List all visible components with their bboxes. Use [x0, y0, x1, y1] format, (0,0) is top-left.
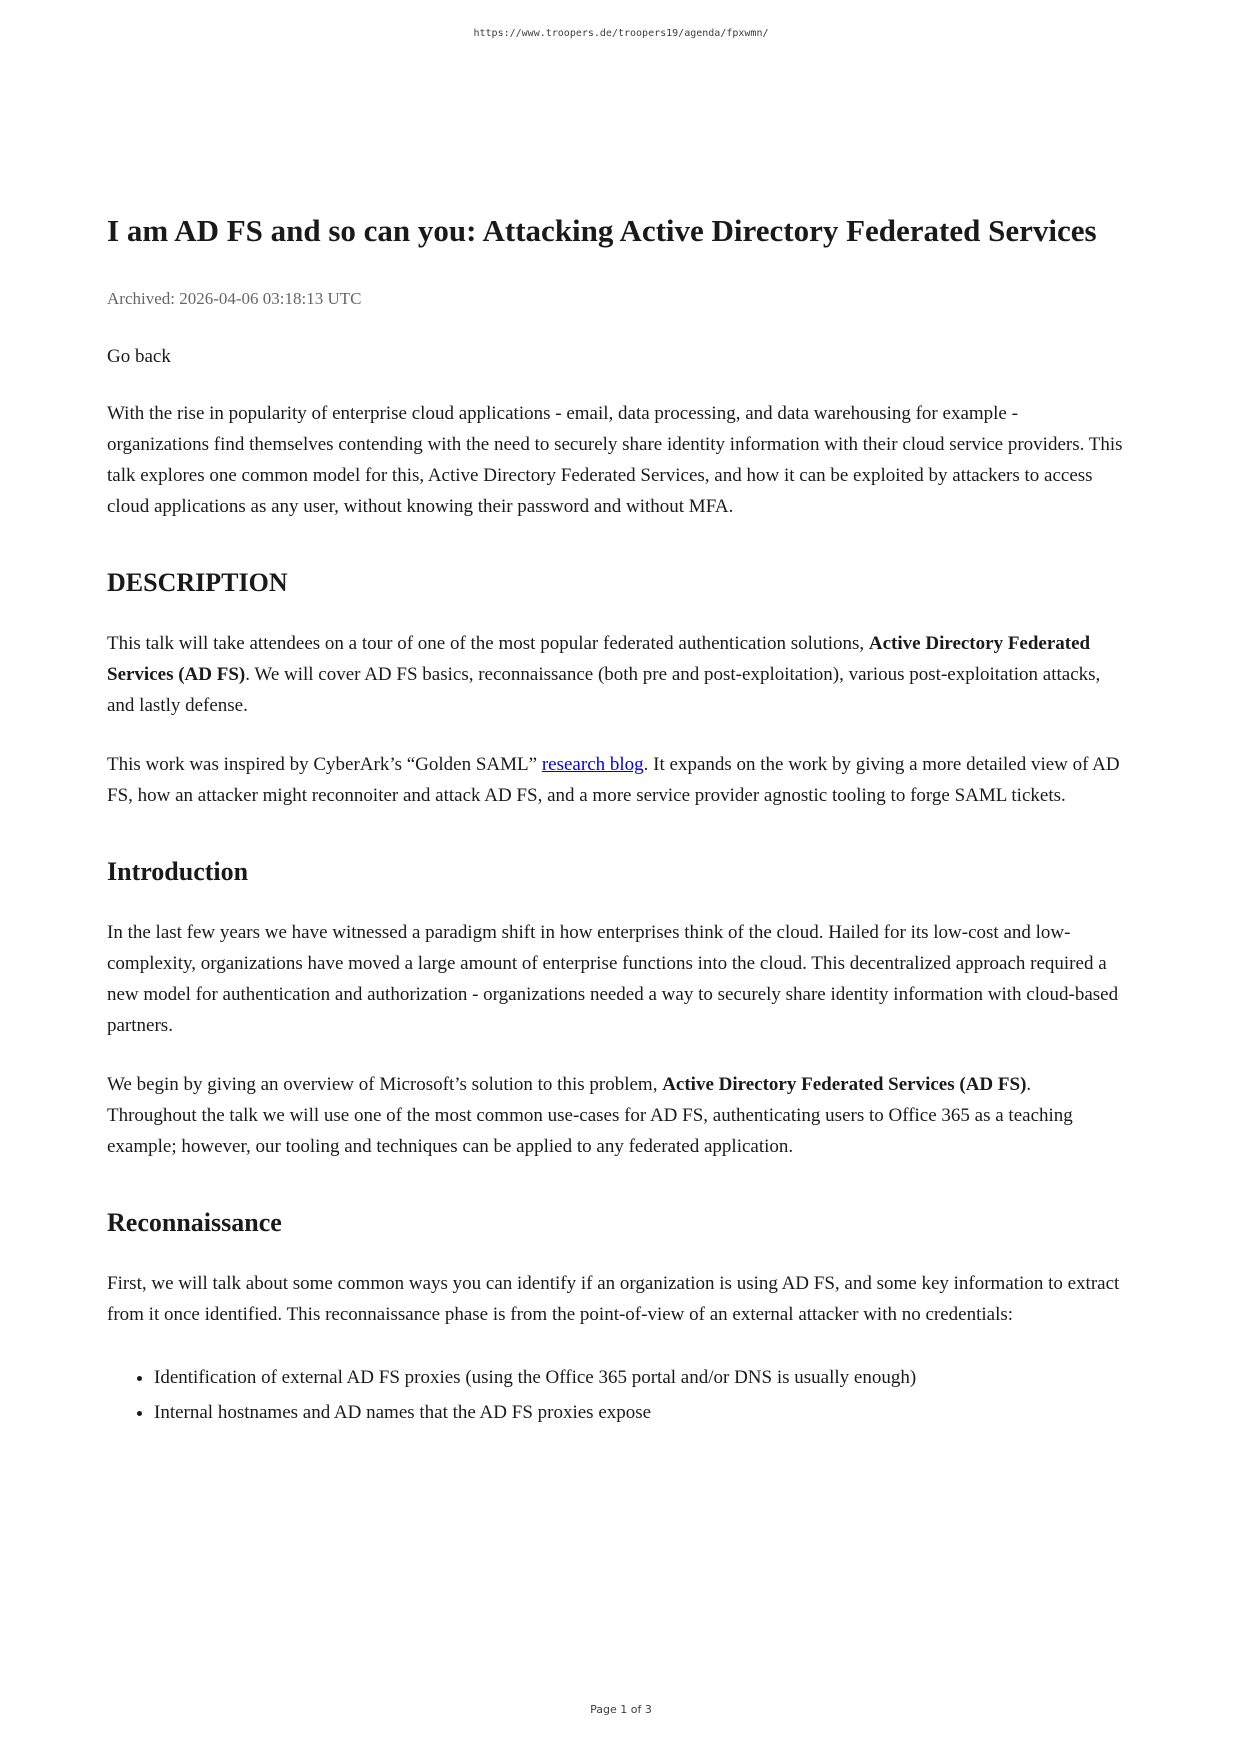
text-run: In the last few years we have witnessed a paradigm shift in how enterprises think of the cloud. Hailed for its low-cost and low-complexity, organizations have moved a large amount of enterprise functions into the cloud. This decentralized approach required a new model for authentication and authorization - organizations needed a way to securely share identity information with cloud-based partners. — [107, 922, 1119, 1036]
go-back-link[interactable]: Go back — [107, 346, 171, 367]
recon-bullet-list — [107, 1362, 1124, 1428]
list-item: • Identification of external AD FS proxies (using the Office 365 portal and/or DNS is usually enough) — [154, 1362, 1124, 1393]
page-footer — [0, 1703, 1242, 1716]
introduction-paragraph-2 — [107, 1069, 1124, 1162]
text-run: This work was inspired by CyberArk’s “Golden SAML” — [107, 754, 542, 775]
text-run: . It expands on the work by giving a more detailed view of AD FS, how an attacker might reconnoiter and attack AD FS, and a more service provider agnostic tooling to forge SAML tickets. — [107, 754, 1120, 806]
abstract-paragraph: With the rise in popularity of enterprise cloud applications - email, data processing, and data warehousing for example - organizations find themselves contending with the need to securely share identity information with their cloud service providers. This talk explores one common model for this, Active Directory Federated Services, and how it can be exploited by attackers to access cloud applications as any user, without knowing their password and without MFA. — [107, 403, 1123, 517]
text-run: . Throughout the talk we will use one of the most common use-cases for AD FS, authenticating users to Office 365 as a teaching example; however, our tooling and techniques can be applied to any federated application. — [107, 1074, 1073, 1157]
page-number: Page 1 of 3 — [590, 1703, 652, 1716]
go-back-row — [107, 341, 1124, 372]
description-paragraph-2 — [107, 749, 1124, 811]
section-heading-reconnaissance: Reconnaissance — [107, 1208, 282, 1237]
section-heading-description: DESCRIPTION — [107, 568, 288, 597]
bold-text-run: Active Directory Federated Services (AD FS) — [107, 633, 1091, 685]
introduction-paragraph-1 — [107, 917, 1124, 1041]
bold-text-run: Active Directory Federated Services (AD FS) — [662, 1074, 1027, 1095]
text-run: This talk will take attendees on a tour of one of the most popular federated authentication solutions, — [107, 633, 869, 654]
list-item: • Internal hostnames and AD names that the AD FS proxies expose — [154, 1397, 1124, 1428]
section-heading-introduction: Introduction — [107, 857, 249, 886]
text-run: We begin by giving an overview of Microsoft’s solution to this problem, — [107, 1074, 663, 1095]
text-run: First, we will talk about some common ways you can identify if an organization is using AD FS, and some key information to extract from it once identified. This reconnaissance phase is from the point-of-view of an external attacker with no credentials: — [107, 1273, 1120, 1325]
text-run: . We will cover AD FS basics, reconnaissance (both pre and post-exploitation), various post-exploitation attacks, and lastly defense. — [107, 664, 1101, 716]
description-paragraph-1 — [107, 628, 1124, 721]
page-title: I am AD FS and so can you: Attacking Active Directory Federated Services — [107, 213, 1097, 248]
archived-timestamp: Archived: 2026-04-06 03:18:13 UTC — [107, 289, 362, 308]
article — [0, 204, 1242, 1428]
archive-source-url: https://www.troopers.de/troopers19/agenda/fpxwmn/ — [473, 28, 769, 39]
research-blog-link[interactable]: research blog — [541, 754, 644, 775]
reconnaissance-paragraph-1 — [107, 1268, 1124, 1330]
